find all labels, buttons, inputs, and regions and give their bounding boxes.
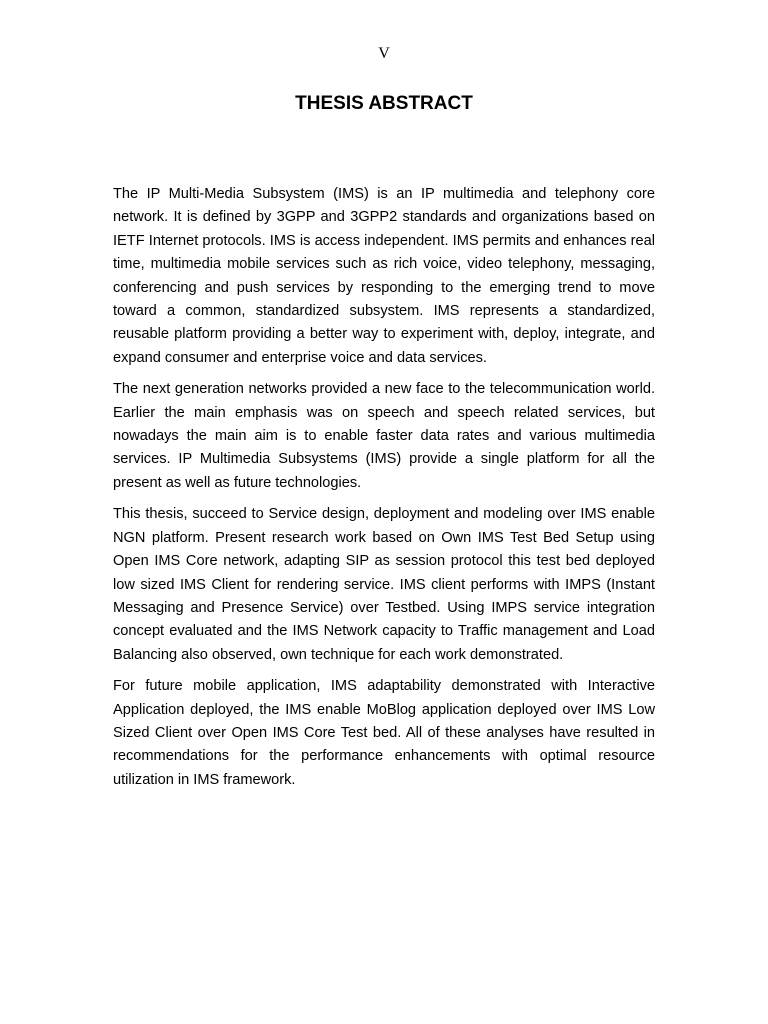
abstract-paragraph-3: This thesis, succeed to Service design, deployment and modeling over IMS enable NGN platform. Present research work based on Own IMS Test Bed Setup using Open IMS Core network, adapting SIP as session protocol this test bed deployed low sized IMS Client for rendering service. IMS client performs with IMPS (Instant Messaging and Presence Service) over Testbed. Using IMPS service integration concept evaluated and the IMS Network capacity to Traffic management and Load Balancing also observed, own technique for each work demonstrated. — [113, 506, 655, 663]
abstract-paragraph-4: For future mobile application, IMS adaptability demonstrated with Interactive Application deployed, the IMS enable MoBlog application deployed over IMS Low Sized Client over Open IMS Core Test bed. All of these analyses have resulted in recommendations for the performance enhancements with optimal resource utilization in IMS framework. — [113, 678, 655, 788]
abstract-body — [113, 183, 655, 800]
page-number: V — [378, 45, 390, 62]
abstract-paragraph-1: The IP Multi-Media Subsystem (IMS) is an IP multimedia and telephony core network. It is defined by 3GPP and 3GPP2 standards and organizations based on IETF Internet protocols. IMS is access independent. IMS permits and enhances real time, multimedia mobile services such as rich voice, video telephony, messaging, conferencing and push services by responding to the emerging trend to move toward a common, standardized subsystem. IMS represents a standardized, reusable platform providing a better way to experiment with, deploy, integrate, and expand consumer and enterprise voice and data services. — [113, 186, 655, 366]
abstract-paragraph-2: The next generation networks provided a new face to the telecommunication world. Earlier the main emphasis was on speech and speech related services, but nowadays the main aim is to enable faster data rates and various multimedia services. IP Multimedia Subsystems (IMS) provide a single platform for all the present as well as future technologies. — [113, 381, 655, 491]
page-title: THESIS ABSTRACT — [295, 93, 473, 114]
